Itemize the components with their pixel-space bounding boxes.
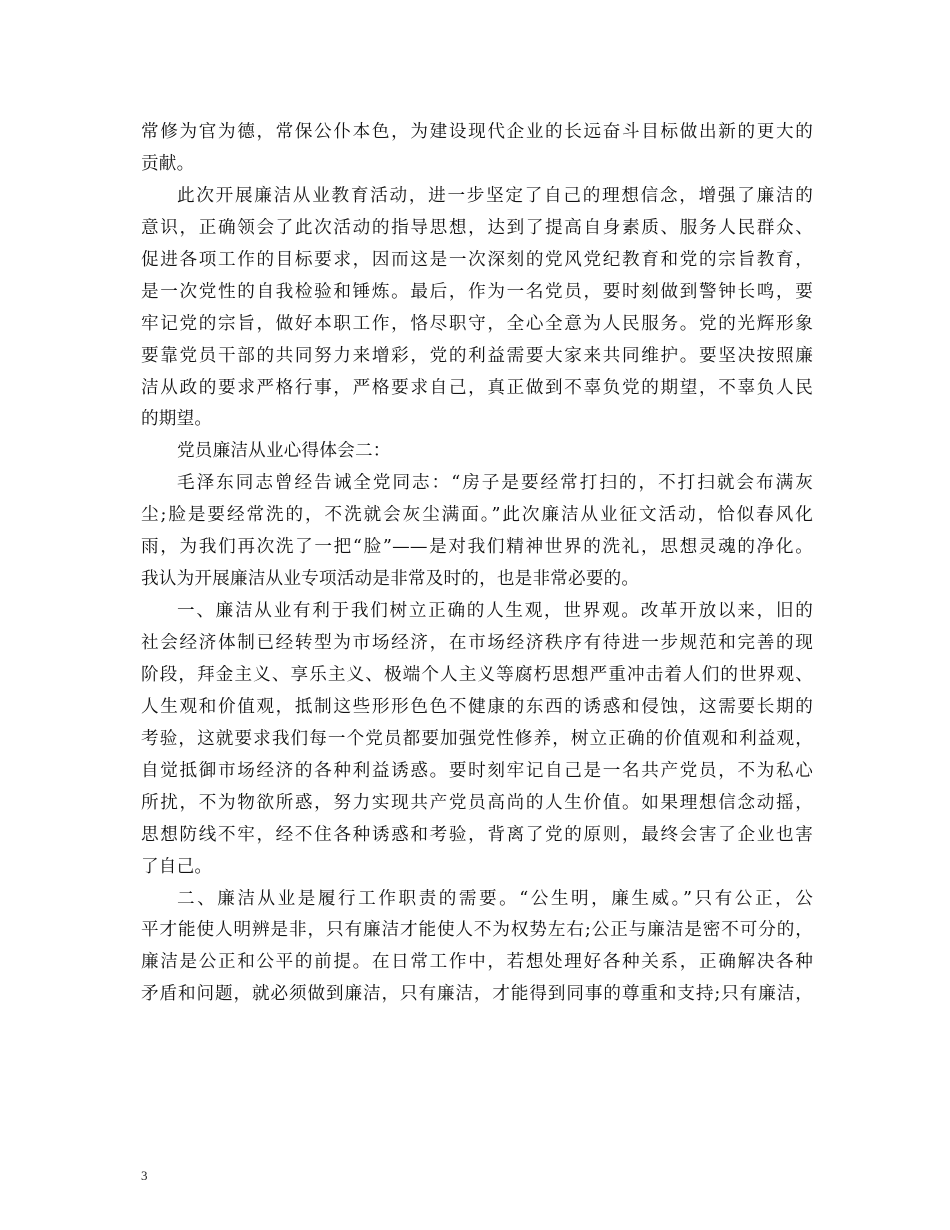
text-line: 是一次党性的自我检验和锤炼。最后，作为一名党员，要时刻做到警钟长鸣，要 (141, 281, 813, 302)
text-line: 自觉抵御市场经济的各种利益诱惑。要时刻牢记自己是一名共产党员，不为私心 (141, 760, 813, 781)
text-line: 要靠党员干部的共同努力来增彩，党的利益需要大家来共同维护。要坚决按照廉 (141, 345, 813, 366)
text-line: 牢记党的宗旨，做好本职工作，恪尽职守，全心全意为人民服务。党的光辉形象 (141, 313, 813, 334)
text-line: 了自己。 (141, 856, 213, 877)
text-line: 思想防线不牢，经不住各种诱惑和考验，背离了党的原则，最终会害了企业也害 (141, 824, 813, 845)
text-line: 阶段，拜金主义、享乐主义、极端个人主义等腐朽思想严重冲击着人们的世界观、 (141, 664, 813, 685)
text-line: 二、廉洁从业是履行工作职责的需要。“公生明，廉生威。”只有公正，公 (177, 888, 813, 909)
text-line: 平才能使人明辨是非，只有廉洁才能使人不为权势左右;公正与廉洁是密不可分的， (141, 920, 813, 941)
text-line: 此次开展廉洁从业教育活动，进一步坚定了自己的理想信念，增强了廉洁的 (177, 185, 813, 206)
text-line: 的期望。 (141, 409, 213, 430)
page-number: 3 (141, 1168, 148, 1183)
text-line: 常修为官为德，常保公仆本色，为建设现代企业的长远奋斗目标做出新的更大的 (141, 122, 813, 142)
text-line: 一、廉洁从业有利于我们树立正确的人生观，世界观。改革开放以来，旧的 (177, 601, 813, 622)
text-line: 人生观和价值观，抵制这些形形色色不健康的东西的诱惑和侵蚀，这需要长期的 (141, 696, 813, 717)
text-line: 所扰，不为物欲所惑，努力实现共产党员高尚的人生价值。如果理想信念动摇， (141, 792, 813, 813)
text-line: 毛泽东同志曾经告诫全党同志：“房子是要经常打扫的，不打扫就会布满灰 (177, 473, 813, 494)
text-line: 尘;脸是要经常洗的，不洗就会灰尘满面。”此次廉洁从业征文活动，恰似春风化 (141, 505, 813, 526)
text-line: 廉洁是公正和公平的前提。在日常工作中，若想处理好各种关系，正确解决各种 (141, 952, 813, 973)
text-line: 社会经济体制已经转型为市场经济，在市场经济秩序有待进一步规范和完善的现 (141, 633, 813, 653)
text-line: 促进各项工作的目标要求，因而这是一次深刻的党风党纪教育和党的宗旨教育， (141, 249, 813, 270)
text-line: 党员廉洁从业心得体会二： (177, 441, 391, 462)
text-line: 矛盾和问题，就必须做到廉洁，只有廉洁，才能得到同事的尊重和支持;只有廉洁， (141, 984, 813, 1005)
text-line: 我认为开展廉洁从业专项活动是非常及时的，也是非常必要的。 (141, 569, 640, 590)
text-line: 考验，这就要求我们每一个党员都要加强党性修养，树立正确的价值观和利益观， (141, 728, 813, 749)
text-line: 意识，正确领会了此次活动的指导思想，达到了提高自身素质、服务人民群众、 (141, 217, 813, 238)
text-line: 洁从政的要求严格行事，严格要求自己，真正做到不辜负党的期望，不辜负人民 (141, 377, 813, 398)
document-body (141, 118, 813, 1012)
text-line: 贡献。 (141, 153, 195, 174)
text-line: 雨，为我们再次洗了一把“脸”——是对我们精神世界的洗礼，思想灵魂的净化。 (141, 537, 813, 558)
